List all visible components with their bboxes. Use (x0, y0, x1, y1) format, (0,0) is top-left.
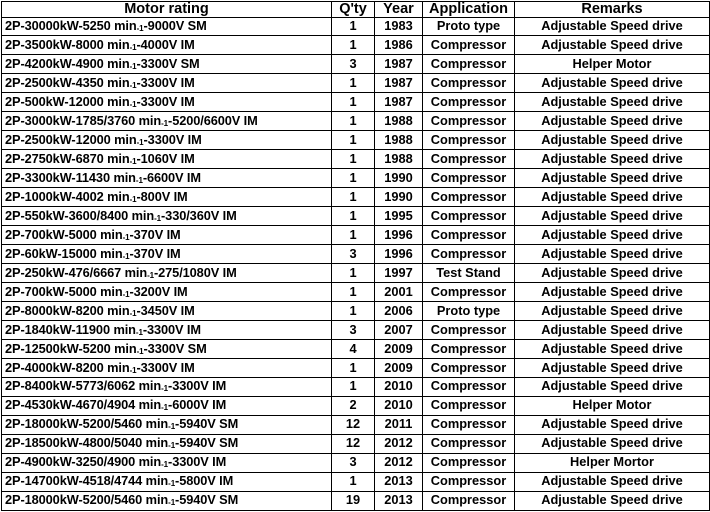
remarks-cell: Adjustable Speed drive (515, 264, 710, 283)
year-cell: 2012 (375, 434, 423, 453)
motor-rating-cell (2, 415, 332, 434)
table-row (2, 415, 710, 434)
motor-rating-cell (2, 188, 332, 207)
header-remarks: Remarks (515, 2, 710, 18)
qty-cell: 1 (332, 188, 375, 207)
speed-unit-exponent: -1 (161, 460, 169, 470)
speed-unit: min (138, 378, 162, 394)
qty-cell: 1 (332, 472, 375, 491)
table-row (2, 74, 710, 93)
motor-rating-cell (2, 434, 332, 453)
qty-cell: 1 (332, 74, 375, 93)
qty-cell: 1 (332, 377, 375, 396)
application-cell: Compressor (423, 150, 515, 169)
year-cell: 2009 (375, 339, 423, 358)
qty-cell: 1 (332, 36, 375, 55)
year-cell: 1995 (375, 207, 423, 226)
speed-unit-exponent: -1 (129, 308, 137, 318)
motor-rating-cell (2, 93, 332, 112)
remarks-cell: Adjustable Speed drive (515, 207, 710, 226)
table-row (2, 358, 710, 377)
application-cell: Compressor (423, 434, 515, 453)
remarks-cell: Adjustable Speed drive (515, 302, 710, 321)
speed-unit: min (107, 150, 130, 166)
table-row (2, 226, 710, 245)
year-cell: 2013 (375, 491, 423, 510)
rating-suffix: -3300V IM (142, 321, 201, 337)
rating-suffix: -3300V SM (143, 340, 207, 356)
application-cell: Compressor (423, 283, 515, 302)
year-cell: 1988 (375, 131, 423, 150)
motor-rating-cell (2, 150, 332, 169)
speed-unit-exponent: -1 (136, 24, 144, 34)
year-cell: 2009 (375, 358, 423, 377)
qty-cell: 3 (332, 321, 375, 340)
motor-rating-table (1, 1, 710, 511)
qty-cell: 1 (332, 358, 375, 377)
header-motor-rating: Motor rating (2, 2, 332, 18)
qty-cell: 1 (332, 302, 375, 321)
speed-unit: min (138, 397, 162, 413)
rating-suffix: -330/360V IM (161, 207, 237, 223)
rating-prefix: 2P-700kW-5000 (5, 283, 97, 299)
remarks-cell: Adjustable Speed drive (515, 283, 710, 302)
year-cell: 1983 (375, 17, 423, 36)
year-cell: 1987 (375, 93, 423, 112)
year-cell: 1990 (375, 188, 423, 207)
table-row (2, 302, 710, 321)
motor-rating-cell (2, 169, 332, 188)
speed-unit-exponent: -1 (129, 194, 137, 204)
speed-unit: min (107, 37, 130, 53)
remarks-cell: Helper Motor (515, 396, 710, 415)
rating-suffix: -3450V IM (136, 302, 195, 318)
remarks-cell: Adjustable Speed drive (515, 491, 710, 510)
table-body (2, 17, 710, 511)
table-row (2, 377, 710, 396)
motor-rating-cell (2, 36, 332, 55)
remarks-cell: Adjustable Speed drive (515, 434, 710, 453)
rating-suffix: -3300V SM (136, 56, 200, 72)
rating-suffix: -3300V IM (168, 378, 227, 394)
speed-unit-exponent: -1 (129, 80, 137, 90)
application-cell: Proto type (423, 17, 515, 36)
remarks-cell: Helper Mortor (515, 453, 710, 472)
qty-cell: 1 (332, 207, 375, 226)
qty-cell: 1 (332, 150, 375, 169)
rating-suffix: -5800V IM (175, 473, 234, 489)
application-cell: Compressor (423, 358, 515, 377)
rating-suffix: -3300V IM (136, 359, 195, 375)
table-row (2, 453, 710, 472)
speed-unit-exponent: -1 (136, 346, 144, 356)
rating-suffix: -5940V SM (175, 435, 239, 451)
qty-cell: 3 (332, 453, 375, 472)
table-row (2, 131, 710, 150)
rating-prefix: 2P-1000kW-4002 (5, 188, 104, 204)
speed-unit: min (138, 112, 162, 128)
rating-prefix: 2P-4900kW-3250/4900 (5, 454, 136, 470)
speed-unit-exponent: -1 (168, 422, 176, 432)
remarks-cell: Adjustable Speed drive (515, 339, 710, 358)
remarks-cell: Adjustable Speed drive (515, 226, 710, 245)
remarks-cell: Adjustable Speed drive (515, 377, 710, 396)
motor-rating-cell (2, 491, 332, 510)
speed-unit-exponent: -1 (168, 441, 176, 451)
table-row (2, 188, 710, 207)
year-cell: 1987 (375, 74, 423, 93)
table-row (2, 264, 710, 283)
motor-rating-cell (2, 74, 332, 93)
table-row (2, 245, 710, 264)
year-cell: 1996 (375, 245, 423, 264)
rating-prefix: 2P-700kW-5000 (5, 226, 97, 242)
remarks-cell: Adjustable Speed drive (515, 472, 710, 491)
speed-unit: min (100, 226, 123, 242)
speed-unit: min (145, 435, 169, 451)
remarks-cell: Adjustable Speed drive (515, 17, 710, 36)
speed-unit: min (114, 131, 137, 147)
rating-prefix: 2P-250kW-476/6667 (5, 264, 122, 280)
table-row (2, 17, 710, 36)
speed-unit-exponent: -1 (154, 213, 162, 223)
header-qty: Q'ty (332, 2, 375, 18)
speed-unit-exponent: -1 (122, 289, 130, 299)
rating-prefix: 2P-8400kW-5773/6062 (5, 378, 136, 394)
application-cell: Compressor (423, 74, 515, 93)
year-cell: 1990 (375, 169, 423, 188)
qty-cell: 1 (332, 169, 375, 188)
rating-prefix: 2P-500kW-12000 (5, 93, 104, 109)
rating-prefix: 2P-3000kW-1785/3760 (5, 112, 136, 128)
header-application: Application (423, 2, 515, 18)
speed-unit-exponent: -1 (129, 43, 137, 53)
qty-cell: 1 (332, 112, 375, 131)
year-cell: 1988 (375, 112, 423, 131)
rating-prefix: 2P-4000kW-8200 (5, 359, 104, 375)
table-row (2, 339, 710, 358)
speed-unit: min (114, 340, 137, 356)
speed-unit-exponent: -1 (161, 384, 169, 394)
rating-prefix: 2P-14700kW-4518/4744 (5, 473, 143, 489)
year-cell: 2007 (375, 321, 423, 340)
speed-unit: min (113, 169, 136, 185)
speed-unit: min (107, 74, 130, 90)
speed-unit: min (100, 245, 123, 261)
qty-cell: 3 (332, 245, 375, 264)
application-cell: Compressor (423, 491, 515, 510)
year-cell: 1986 (375, 36, 423, 55)
rating-prefix: 2P-60kW-15000 (5, 245, 97, 261)
motor-rating-cell (2, 131, 332, 150)
application-cell: Compressor (423, 169, 515, 188)
speed-unit: min (138, 454, 162, 470)
rating-suffix: -5200/6600V IM (168, 112, 258, 128)
application-cell: Compressor (423, 321, 515, 340)
application-cell: Compressor (423, 55, 515, 74)
speed-unit: min (100, 283, 123, 299)
remarks-cell: Adjustable Speed drive (515, 415, 710, 434)
rating-suffix: -5940V SM (175, 492, 239, 508)
rating-prefix: 2P-8000kW-8200 (5, 302, 104, 318)
rating-prefix: 2P-2500kW-12000 (5, 131, 111, 147)
table-row (2, 283, 710, 302)
application-cell: Compressor (423, 339, 515, 358)
rating-suffix: -9000V SM (143, 18, 207, 34)
speed-unit-exponent: -1 (147, 270, 154, 280)
rating-prefix: 2P-1840kW-11900 (5, 321, 110, 337)
year-cell: 2010 (375, 396, 423, 415)
rating-prefix: 2P-2750kW-6870 (5, 150, 104, 166)
application-cell: Compressor (423, 93, 515, 112)
motor-rating-cell (2, 207, 332, 226)
motor-rating-cell (2, 226, 332, 245)
rating-prefix: 2P-12500kW-5200 (5, 340, 111, 356)
motor-rating-cell (2, 321, 332, 340)
rating-suffix: -3300V IM (136, 74, 195, 90)
rating-prefix: 2P-550kW-3600/8400 (5, 207, 129, 223)
rating-prefix: 2P-18000kW-5200/5460 (5, 492, 143, 508)
speed-unit-exponent: -1 (135, 175, 143, 185)
speed-unit-exponent: -1 (122, 232, 130, 242)
qty-cell: 19 (332, 491, 375, 510)
qty-cell: 1 (332, 93, 375, 112)
speed-unit: min (107, 56, 130, 72)
rating-suffix: -800V IM (136, 188, 188, 204)
remarks-cell: Adjustable Speed drive (515, 131, 710, 150)
speed-unit: min (107, 188, 130, 204)
speed-unit: min (124, 264, 148, 280)
speed-unit-exponent: -1 (135, 327, 143, 337)
remarks-cell: Adjustable Speed drive (515, 245, 710, 264)
qty-cell: 3 (332, 55, 375, 74)
remarks-cell: Helper Motor (515, 55, 710, 74)
table-row (2, 491, 710, 510)
year-cell: 2012 (375, 453, 423, 472)
table-row (2, 472, 710, 491)
motor-rating-cell (2, 358, 332, 377)
speed-unit-exponent: -1 (136, 137, 144, 147)
remarks-cell: Adjustable Speed drive (515, 321, 710, 340)
qty-cell: 1 (332, 17, 375, 36)
application-cell: Compressor (423, 131, 515, 150)
year-cell: 1987 (375, 55, 423, 74)
application-cell: Test Stand (423, 264, 515, 283)
motor-rating-cell (2, 264, 332, 283)
year-cell: 1996 (375, 226, 423, 245)
table-row (2, 36, 710, 55)
rating-suffix: -275/1080V IM (153, 264, 237, 280)
year-cell: 2013 (375, 472, 423, 491)
rating-suffix: -3300V IM (168, 454, 227, 470)
remarks-cell: Adjustable Speed drive (515, 358, 710, 377)
speed-unit: min (131, 207, 155, 223)
speed-unit: min (114, 18, 137, 34)
speed-unit: min (107, 302, 130, 318)
remarks-cell: Adjustable Speed drive (515, 150, 710, 169)
rating-suffix: -1060V IM (136, 150, 195, 166)
motor-rating-cell (2, 112, 332, 131)
motor-rating-cell (2, 245, 332, 264)
rating-prefix: 2P-3300kW-11430 (5, 169, 110, 185)
speed-unit-exponent: -1 (129, 99, 137, 109)
qty-cell: 4 (332, 339, 375, 358)
rating-suffix: -370V IM (129, 245, 181, 261)
motor-rating-cell (2, 339, 332, 358)
qty-cell: 1 (332, 226, 375, 245)
speed-unit-exponent: -1 (122, 251, 130, 261)
application-cell: Compressor (423, 396, 515, 415)
application-cell: Compressor (423, 377, 515, 396)
application-cell: Compressor (423, 415, 515, 434)
speed-unit-exponent: -1 (168, 498, 176, 508)
speed-unit: min (145, 473, 169, 489)
speed-unit: min (145, 492, 169, 508)
qty-cell: 2 (332, 396, 375, 415)
rating-suffix: -6600V IM (142, 169, 201, 185)
rating-suffix: -4000V IM (136, 37, 195, 53)
rating-suffix: -5940V SM (175, 416, 239, 432)
rating-prefix: 2P-18500kW-4800/5040 (5, 435, 143, 451)
rating-suffix: -370V IM (129, 226, 181, 242)
motor-rating-cell (2, 396, 332, 415)
rating-suffix: -6000V IM (168, 397, 227, 413)
speed-unit-exponent: -1 (129, 62, 137, 72)
table-row (2, 396, 710, 415)
year-cell: 2001 (375, 283, 423, 302)
application-cell: Compressor (423, 226, 515, 245)
speed-unit: min (107, 93, 130, 109)
motor-rating-cell (2, 453, 332, 472)
table-row (2, 434, 710, 453)
rating-prefix: 2P-18000kW-5200/5460 (5, 416, 143, 432)
application-cell: Compressor (423, 453, 515, 472)
table-row (2, 150, 710, 169)
speed-unit-exponent: -1 (129, 365, 137, 375)
table-row (2, 207, 710, 226)
motor-rating-cell (2, 377, 332, 396)
remarks-cell: Adjustable Speed drive (515, 93, 710, 112)
rating-suffix: -3200V IM (129, 283, 188, 299)
table-row (2, 55, 710, 74)
rating-prefix: 2P-2500kW-4350 (5, 74, 104, 90)
application-cell: Compressor (423, 188, 515, 207)
application-cell: Compressor (423, 245, 515, 264)
year-cell: 2006 (375, 302, 423, 321)
speed-unit-exponent: -1 (161, 403, 169, 413)
qty-cell: 12 (332, 415, 375, 434)
speed-unit: min (113, 321, 136, 337)
speed-unit: min (145, 416, 169, 432)
speed-unit: min (107, 359, 130, 375)
motor-rating-cell (2, 302, 332, 321)
year-cell: 1988 (375, 150, 423, 169)
rating-suffix: -3300V IM (136, 93, 195, 109)
year-cell: 2011 (375, 415, 423, 434)
qty-cell: 12 (332, 434, 375, 453)
rating-prefix: 2P-3500kW-8000 (5, 37, 104, 53)
motor-rating-cell (2, 472, 332, 491)
motor-rating-cell (2, 55, 332, 74)
header-year: Year (375, 2, 423, 18)
rating-prefix: 2P-4530kW-4670/4904 (5, 397, 136, 413)
table-row (2, 112, 710, 131)
rating-suffix: -3300V IM (143, 131, 202, 147)
remarks-cell: Adjustable Speed drive (515, 188, 710, 207)
application-cell: Compressor (423, 207, 515, 226)
motor-rating-cell (2, 17, 332, 36)
speed-unit-exponent: -1 (161, 118, 169, 128)
table-row (2, 93, 710, 112)
remarks-cell: Adjustable Speed drive (515, 112, 710, 131)
rating-prefix: 2P-4200kW-4900 (5, 56, 104, 72)
year-cell: 2010 (375, 377, 423, 396)
application-cell: Compressor (423, 36, 515, 55)
application-cell: Compressor (423, 112, 515, 131)
application-cell: Proto type (423, 302, 515, 321)
qty-cell: 1 (332, 131, 375, 150)
remarks-cell: Adjustable Speed drive (515, 74, 710, 93)
speed-unit-exponent: -1 (129, 156, 137, 166)
header-row (2, 2, 710, 18)
remarks-cell: Adjustable Speed drive (515, 36, 710, 55)
speed-unit-exponent: -1 (168, 479, 176, 489)
remarks-cell: Adjustable Speed drive (515, 169, 710, 188)
table-row (2, 169, 710, 188)
application-cell: Compressor (423, 472, 515, 491)
year-cell: 1997 (375, 264, 423, 283)
qty-cell: 1 (332, 283, 375, 302)
table-row (2, 321, 710, 340)
qty-cell: 1 (332, 264, 375, 283)
rating-prefix: 2P-30000kW-5250 (5, 18, 111, 34)
motor-rating-cell (2, 283, 332, 302)
